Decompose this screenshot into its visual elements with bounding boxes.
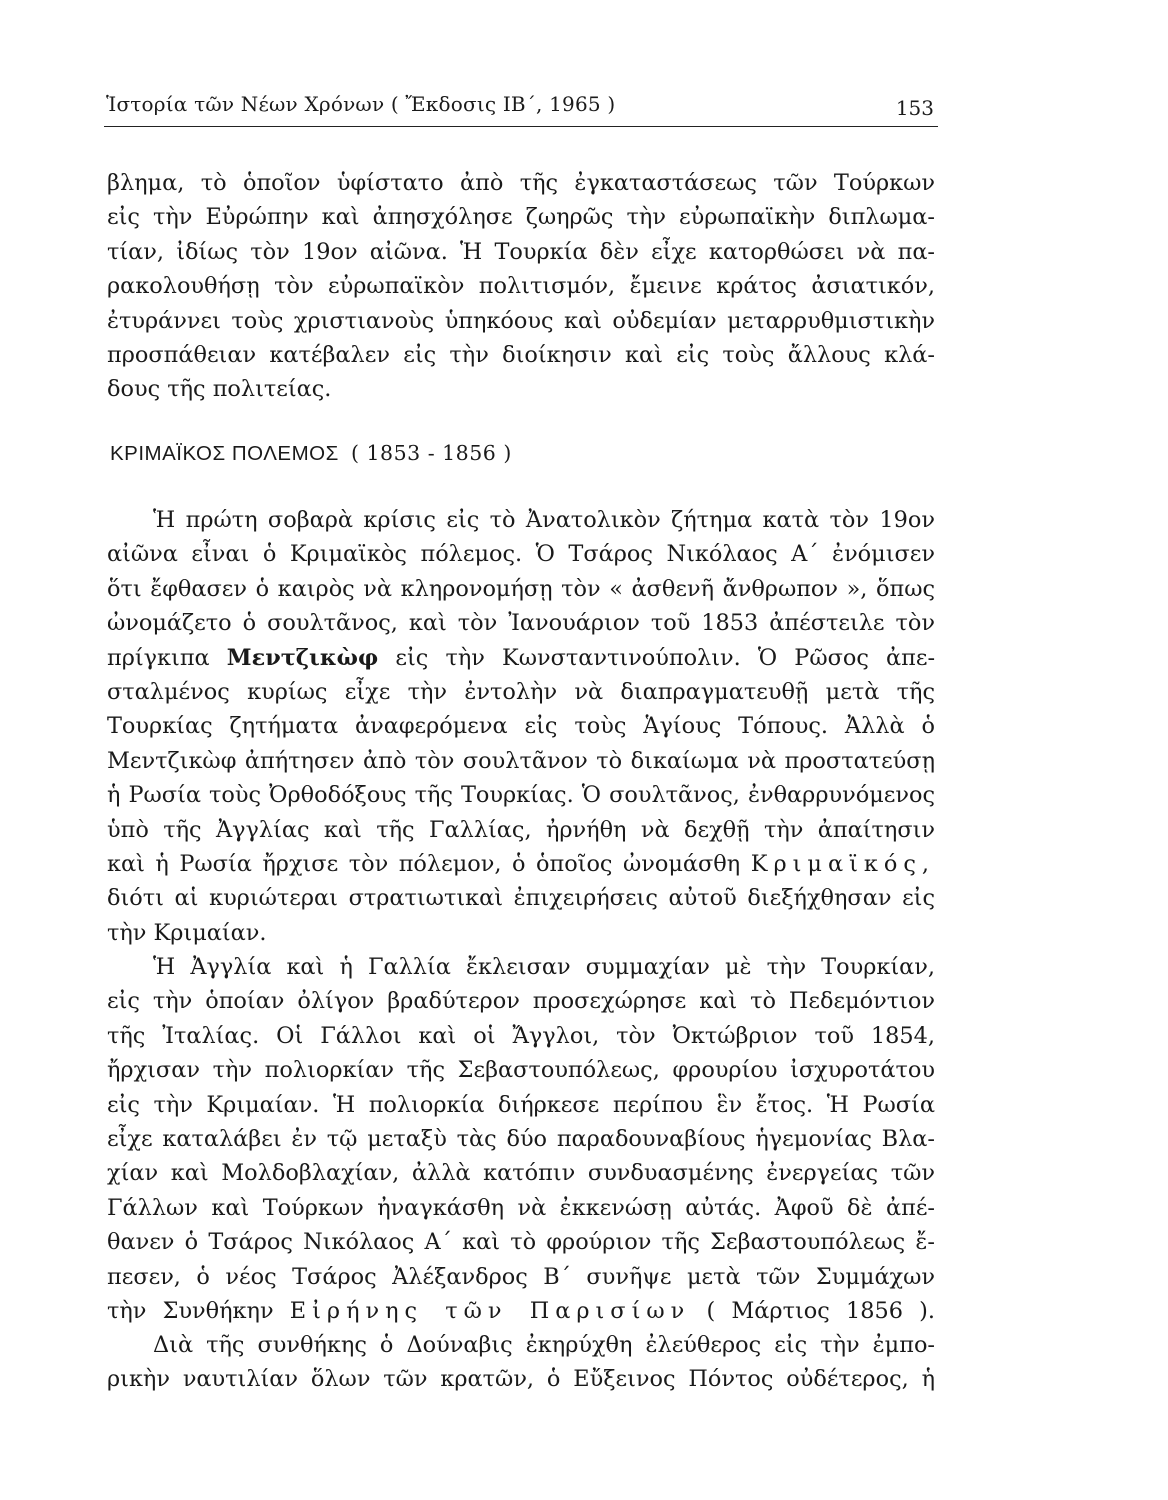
text-line: σταλμένος κυρίως εἶχε τὴν ἐντολὴν νὰ διαπραγματευθῇ μετὰ τῆς bbox=[107, 678, 935, 705]
page-number: 153 bbox=[895, 96, 934, 120]
text-line bbox=[107, 641, 935, 675]
text-fragment: τὴν Συνθήκην bbox=[107, 1297, 274, 1324]
section-heading-title: ΚΡΙΜΑΪΚΟΣ ΠΟΛΕΜΟΣ bbox=[110, 442, 339, 465]
text-line: προσπάθειαν κατέβαλεν εἰς τὴν διοίκησιν καὶ εἰς τοὺς ἄλλους κλά- bbox=[107, 341, 935, 368]
text-line bbox=[107, 1294, 935, 1328]
text-line: τῆς Ἰταλίας. Οἱ Γάλλοι καὶ οἱ Ἄγγλοι, τὸν Ὀκτώβριον τοῦ 1854, bbox=[107, 1022, 935, 1049]
spaced-term: Εἰρήνης τῶν Παρισίων bbox=[289, 1297, 691, 1324]
text-fragment: εἰς τὴν Κωνσταντινούπολιν. Ὁ Ρῶσος ἀπε- bbox=[395, 644, 936, 671]
text-line: δους τῆς πολιτείας. bbox=[107, 376, 332, 403]
text-fragment: πρίγκιπα bbox=[107, 644, 210, 671]
text-line: Ἡ πρώτη σοβαρὰ κρίσις εἰς τὸ Ἀνατολικὸν ζήτημα κατὰ τὸν 19ον bbox=[153, 507, 935, 533]
text-line: Γάλλων καὶ Τούρκων ἠναγκάσθη νὰ ἐκκενώσῃ αὐτάς. Ἀφοῦ δὲ ἀπέ- bbox=[107, 1194, 935, 1221]
running-header bbox=[106, 92, 938, 128]
text-line: ὅτι ἔφθασεν ὁ καιρὸς νὰ κληρονομήσῃ τὸν « ἀσθενῆ ἄνθρωπον », ὅπως bbox=[107, 575, 935, 602]
text-line: τὴν Κριμαίαν. bbox=[107, 919, 267, 946]
text-line: διότι αἱ κυριώτεραι στρατιωτικαὶ ἐπιχειρήσεις αὐτοῦ διεξήχθησαν εἰς bbox=[107, 885, 935, 912]
text-line: εἰς τὴν ὁποίαν ὀλίγον βραδύτερον προσεχώρησε καὶ τὸ Πεδεμόντιον bbox=[107, 988, 935, 1015]
text-line: ὑπὸ τῆς Ἀγγλίας καὶ τῆς Γαλλίας, ἠρνήθη νὰ δεχθῇ τὴν ἀπαίτησιν bbox=[107, 816, 935, 843]
text-line: εἶχε καταλάβει ἐν τῷ μεταξὺ τὰς δύο παραδουναβίους ἡγεμονίας Βλα- bbox=[107, 1125, 935, 1152]
text-line: αἰῶνα εἶναι ὁ Κριμαϊκὸς πόλεμος. Ὁ Τσάρος Νικόλαος Α΄ ἐνόμισεν bbox=[107, 541, 935, 568]
text-line: ὠνομάζετο ὁ σουλτᾶνος, καὶ τὸν Ἰανουάριον τοῦ 1853 ἀπέστειλε τὸν bbox=[107, 610, 935, 637]
text-line: ἤρχισαν τὴν πολιορκίαν τῆς Σεβαστουπόλεως, φρουρίου ἰσχυροτάτου bbox=[107, 1057, 935, 1084]
paragraph-2 bbox=[107, 950, 935, 1328]
text-line bbox=[107, 847, 935, 881]
text-line: ἐτυράννει τοὺς χριστιανοὺς ὑπηκόους καὶ οὐδεμίαν μεταρρυθμιστικὴν bbox=[107, 307, 935, 334]
text-line: εἰς τὴν Κριμαίαν. Ἡ πολιορκία διήρκεσε περίπου ἓν ἔτος. Ἡ Ρωσία bbox=[107, 1091, 935, 1118]
text-line: βλημα, τὸ ὁποῖον ὑφίστατο ἀπὸ τῆς ἐγκαταστάσεως τῶν Τούρκων bbox=[107, 170, 935, 196]
text-line: εἰς τὴν Εὐρώπην καὶ ἀπησχόλησε ζωηρῶς τὴν εὐρωπαϊκὴν διπλωμα- bbox=[107, 204, 935, 231]
section-heading-years: ( 1853 - 1856 ) bbox=[351, 441, 512, 465]
spaced-term: Κριμαϊκός, bbox=[750, 850, 935, 877]
text-line: ἡ Ρωσία τοὺς Ὀρθοδόξους τῆς Τουρκίας. Ὁ σουλτᾶνος, ἐνθαρρυνόμενος bbox=[107, 782, 935, 809]
text-fragment: καὶ ἡ Ρωσία ἤρχισε τὸν πόλεμον, ὁ ὁποῖος ὠνομάσθη bbox=[107, 850, 741, 877]
text-line: τίαν, ἰδίως τὸν 19ον αἰῶνα. Ἡ Τουρκία δὲν εἶχε κατορθώσει νὰ πα- bbox=[107, 238, 935, 265]
text-line: Τουρκίας ζητήματα ἀναφερόμενα εἰς τοὺς Ἁγίους Τόπους. Ἀλλὰ ὁ bbox=[107, 713, 935, 740]
header-rule bbox=[104, 126, 938, 127]
text-line: ρακολουθήσῃ τὸν εὐρωπαϊκὸν πολιτισμόν, ἔμεινε κράτος ἀσιατικόν, bbox=[107, 273, 935, 300]
text-fragment: ( Μάρτιος 1856 ). bbox=[706, 1297, 936, 1324]
text-line: πεσεν, ὁ νέος Τσάρος Ἀλέξανδρος Β΄ συνῆψε μετὰ τῶν Συμμάχων bbox=[107, 1263, 935, 1290]
text-line: Μεντζικὼφ ἀπήτησεν ἀπὸ τὸν σουλτᾶνον τὸ δικαίωμα νὰ προστατεύσῃ bbox=[107, 747, 935, 774]
text-line: Ἡ Ἀγγλία καὶ ἡ Γαλλία ἔκλεισαν συμμαχίαν μὲ τὴν Τουρκίαν, bbox=[153, 954, 935, 980]
paragraph-3 bbox=[107, 1328, 935, 1397]
running-header-title: Ἱστορία τῶν Νέων Χρόνων ( Ἔκδοσις ΙΒ΄, 1965 ) bbox=[106, 92, 616, 116]
section-heading bbox=[110, 441, 512, 466]
text-line: χίαν καὶ Μολδοβλαχίαν, ἀλλὰ κατόπιν συνδυασμένης ἐνεργείας τῶν bbox=[107, 1160, 935, 1187]
text-line: θανεν ὁ Τσάρος Νικόλαος Α΄ καὶ τὸ φρούριον τῆς Σεβαστουπόλεως ἔ- bbox=[107, 1229, 935, 1256]
emphasized-name: Μεντζικὼφ bbox=[226, 644, 379, 671]
text-line: Διὰ τῆς συνθήκης ὁ Δούναβις ἐκηρύχθη ἐλεύθερος εἰς τὴν ἐμπο- bbox=[153, 1332, 935, 1358]
intro-paragraph bbox=[107, 166, 935, 407]
paragraph-1 bbox=[107, 503, 935, 950]
text-line: ρικὴν ναυτιλίαν ὅλων τῶν κρατῶν, ὁ Εὔξεινος Πόντος οὐδέτερος, ἡ bbox=[107, 1366, 935, 1393]
